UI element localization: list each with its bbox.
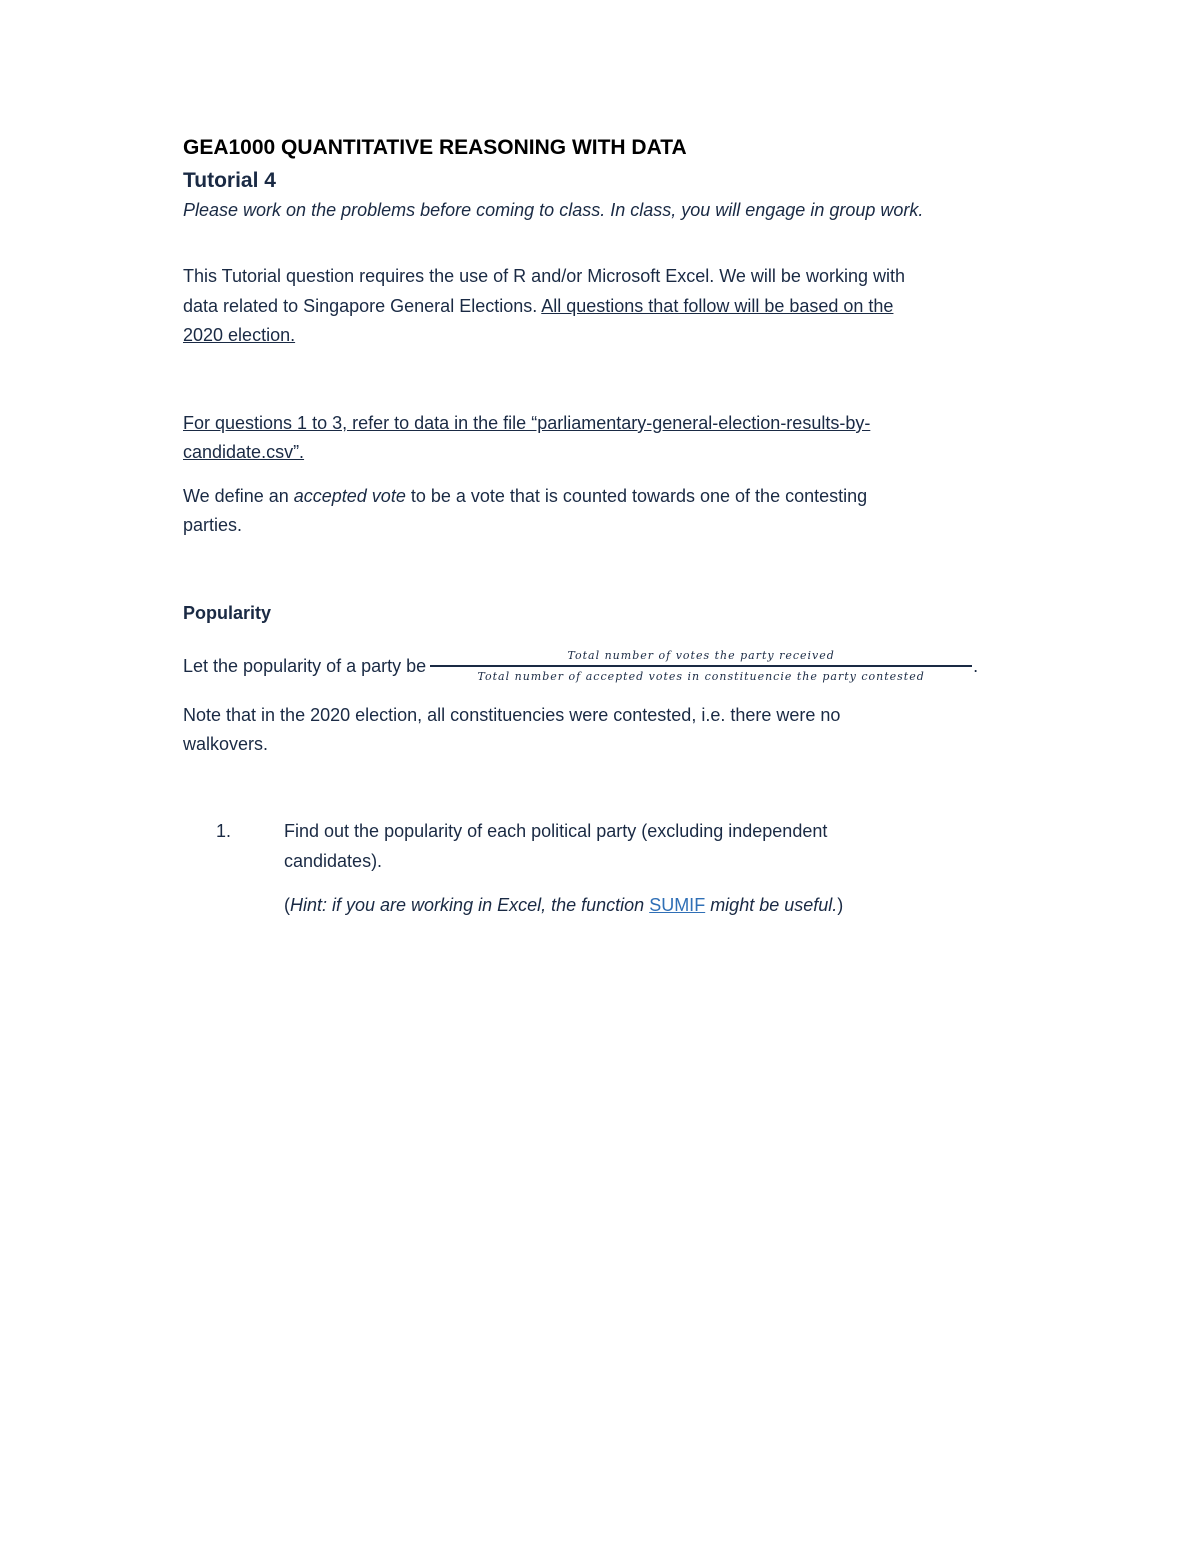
- hint-close-paren: ): [837, 895, 844, 915]
- instructions-text: Please work on the problems before coming to class. In class, you will engage in group work.: [183, 200, 924, 220]
- fraction-numerator: Total number of votes the party received: [567, 649, 835, 662]
- hint-open-paren: (: [284, 895, 290, 915]
- intro-line-1: This Tutorial question requires the use of R and/or Microsoft Excel. We will be working with: [183, 266, 905, 286]
- tutorial-label: Tutorial 4: [183, 169, 276, 192]
- formula-lead-text: Let the popularity of a party be: [183, 655, 427, 676]
- definition-line-2: parties.: [183, 515, 243, 535]
- hint-suffix: might be useful.: [705, 895, 838, 915]
- intro-line-2-plain: data related to Singapore General Elections.: [183, 296, 542, 316]
- popularity-formula: [183, 642, 978, 690]
- definition-term: accepted vote: [293, 486, 406, 506]
- definition-line-1: [183, 486, 867, 507]
- fraction-denominator: Total number of accepted votes in constituencie the party contested: [477, 670, 925, 683]
- question-hint: [284, 895, 843, 916]
- note-line-2: walkovers.: [183, 734, 269, 754]
- intro-line-2: [183, 296, 893, 317]
- sumif-link[interactable]: SUMIF: [649, 895, 706, 915]
- note-line-1: Note that in the 2020 election, all constituencies were contested, i.e. there were no: [183, 705, 841, 725]
- popularity-heading: Popularity: [183, 603, 272, 623]
- document-title: GEA1000 QUANTITATIVE REASONING WITH DATA: [183, 136, 687, 159]
- question-line-2: candidates).: [284, 851, 383, 871]
- hint-prefix: Hint: if you are working in Excel, the function: [290, 895, 650, 915]
- intro-line-2-underlined: All questions that follow will be based on the: [541, 296, 894, 316]
- question-line-1: Find out the popularity of each political party (excluding independent: [284, 821, 828, 841]
- definition-suffix: to be a vote that is counted towards one of the contesting: [405, 486, 868, 506]
- formula-end: .: [973, 655, 979, 676]
- popularity-fraction: [430, 649, 972, 683]
- question-number: 1.: [216, 821, 232, 841]
- reference-line-1: For questions 1 to 3, refer to data in the file “parliamentary-general-election-results-by-: [183, 413, 871, 433]
- definition-prefix: We define an: [183, 486, 294, 506]
- reference-line-2: candidate.csv”.: [183, 442, 305, 462]
- intro-line-3: 2020 election.: [183, 325, 296, 345]
